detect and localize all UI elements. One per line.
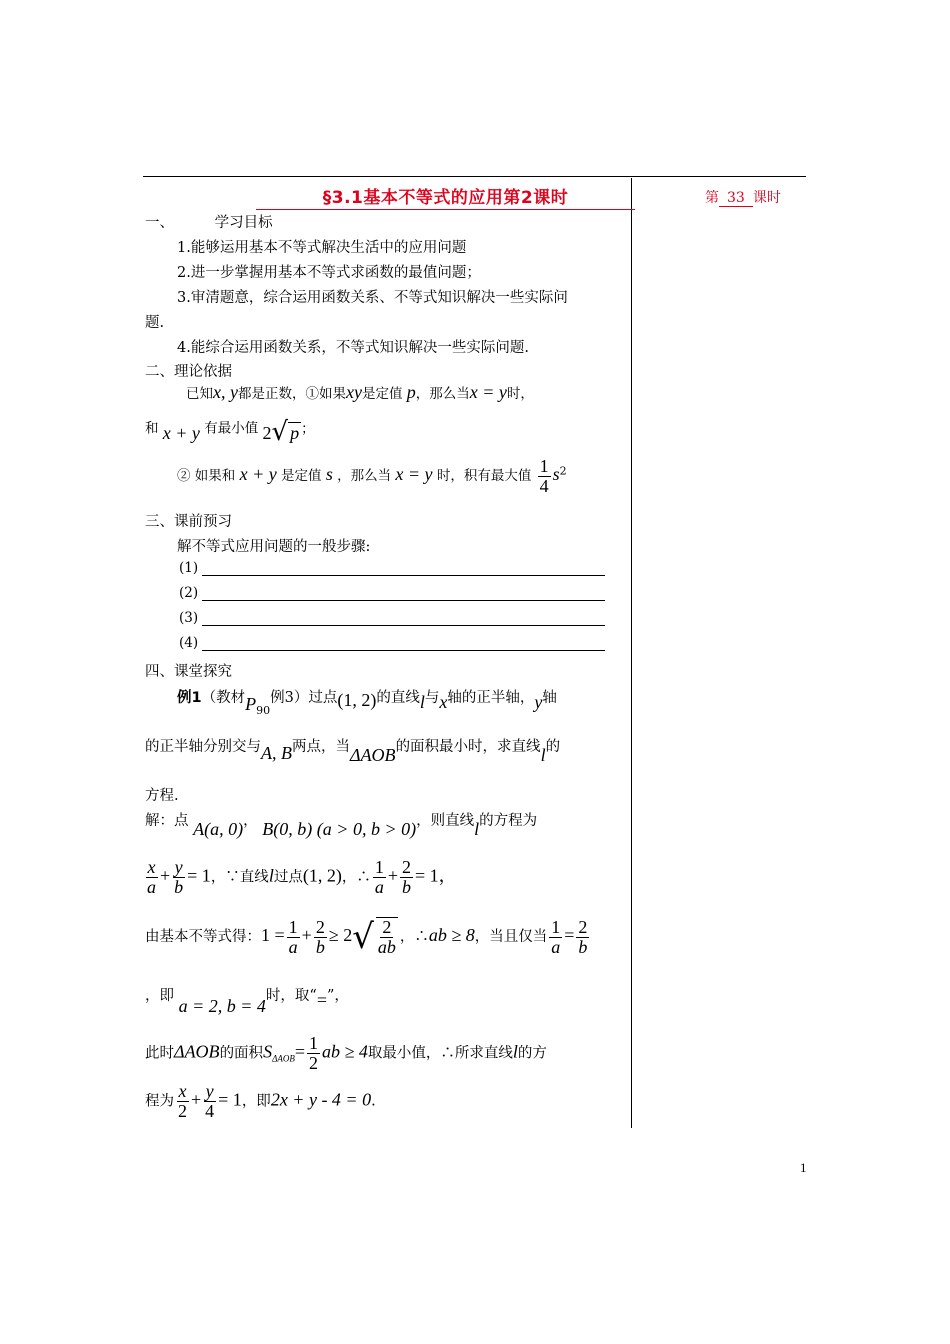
section2-heading: 二、理论依据 <box>145 364 232 380</box>
fraction: $\frac{1}{2}$ <box>309 1033 318 1073</box>
fraction: $\frac{2}{b}$ <box>578 916 588 957</box>
fraction: $\frac{1}{a}$ <box>551 916 561 957</box>
section3-heading: 三、课前预习 <box>145 514 232 530</box>
step-label: (4) <box>179 635 199 651</box>
fraction: $\frac{2}{b}$ <box>315 916 325 957</box>
inequality-line: 由基本不等式得：1 = $\frac{1}{a}$ + $\frac{2}{b}$ ≥ 2√ $\frac{2}{ab}$ ，∴ab ≥ 8，当且仅当 $\frac{1}{a}$ = $\frac{2}{b}$ <box>145 916 588 957</box>
theory-line1: 已知x, y都是正数，①如果xy是定值 p，那么当x = y时， <box>186 382 534 402</box>
section4-heading: 四、课堂探究 <box>145 664 232 680</box>
step-label: (2) <box>179 585 199 601</box>
step-label: (1) <box>179 560 199 576</box>
answer-line <box>202 625 605 626</box>
fraction: $\frac{x}{a}$ <box>147 857 156 897</box>
answer-line <box>202 600 605 601</box>
fraction: $\frac{y}{b}$ <box>174 857 184 897</box>
column-divider <box>631 178 632 1128</box>
goal-item-cont: 题. <box>145 315 165 331</box>
steps-intro: 解不等式应用问题的一般步骤: <box>177 539 371 555</box>
header-rule <box>143 176 806 177</box>
example-line2: 的正半轴分别交与A, B两点，当ΔAOB的面积最小时，求直线l的 <box>145 739 561 765</box>
goal-item: 3.审清题意，综合运用函数关系、不等式知识解决一些实际问 <box>177 290 568 306</box>
fraction: $\frac{x}{2}$ <box>178 1081 187 1121</box>
radical-fraction: $\frac{2}{ab}$ <box>377 917 396 957</box>
goal-item: 4.能综合运用函数关系，不等式知识解决一些实际问题. <box>177 340 529 356</box>
fraction: $\frac{1}{4}$ <box>539 456 549 496</box>
fraction: $\frac{1}{a}$ <box>288 916 298 957</box>
theory-line3: ② 如果和 x + y 是定值 s ，那么当 x = y 时，积有最大值 $\frac{1}{4}$ $s^2$ <box>177 456 567 496</box>
example-line1: 例1（教材$P_{90}$例3）过点(1, 2)的直线l与x轴的正半轴，y轴 <box>177 690 557 717</box>
example-line3: 方程. <box>145 788 179 804</box>
lesson-number: 第 33 课时 <box>705 190 781 206</box>
section1-heading: 一、 学习目标 <box>145 215 273 231</box>
area-line: 此时ΔAOB的面积$S_{\Delta AOB}=$ $\frac{1}{2}$ ab ≥ 4取最小值，∴所求直线l的方 <box>145 1033 547 1073</box>
page-number: 1 <box>800 1160 807 1175</box>
answer-line <box>202 650 605 651</box>
answer-line <box>202 575 605 576</box>
equality-condition: ，即 a = 2, b = 4时，取“=”， <box>145 988 349 1016</box>
step-label: (3) <box>179 610 199 626</box>
solution-line1: 解：点 A(a, 0)， B(0, b) (a > 0, b > 0)，则直线l的方程为 <box>145 813 538 839</box>
equation-line1: $\frac{x}{a}$ + $\frac{y}{b}$ = 1，∵直线l过点(1, 2)，∴ $\frac{1}{a}$ + $\frac{2}{b}$ = 1， <box>147 857 457 897</box>
lesson-num-value: 33 <box>719 190 753 207</box>
final-line: 程为 $\frac{x}{2}$ + $\frac{y}{4}$ = 1，即2x + y - 4 = 0. <box>145 1081 376 1121</box>
goal-item: 2.进一步掌握用基本不等式求函数的最值问题； <box>177 265 481 281</box>
fraction: $\frac{1}{a}$ <box>374 857 384 897</box>
fraction: $\frac{2}{b}$ <box>401 857 411 897</box>
goal-item: 1.能够运用基本不等式解决生活中的应用问题 <box>177 240 467 256</box>
fraction: $\frac{y}{4}$ <box>205 1081 215 1121</box>
page-title: §3.1基本不等式的应用第2课时 <box>256 183 635 210</box>
theory-line2: 和 x + y 有最小值 2√ p ； <box>145 417 315 447</box>
